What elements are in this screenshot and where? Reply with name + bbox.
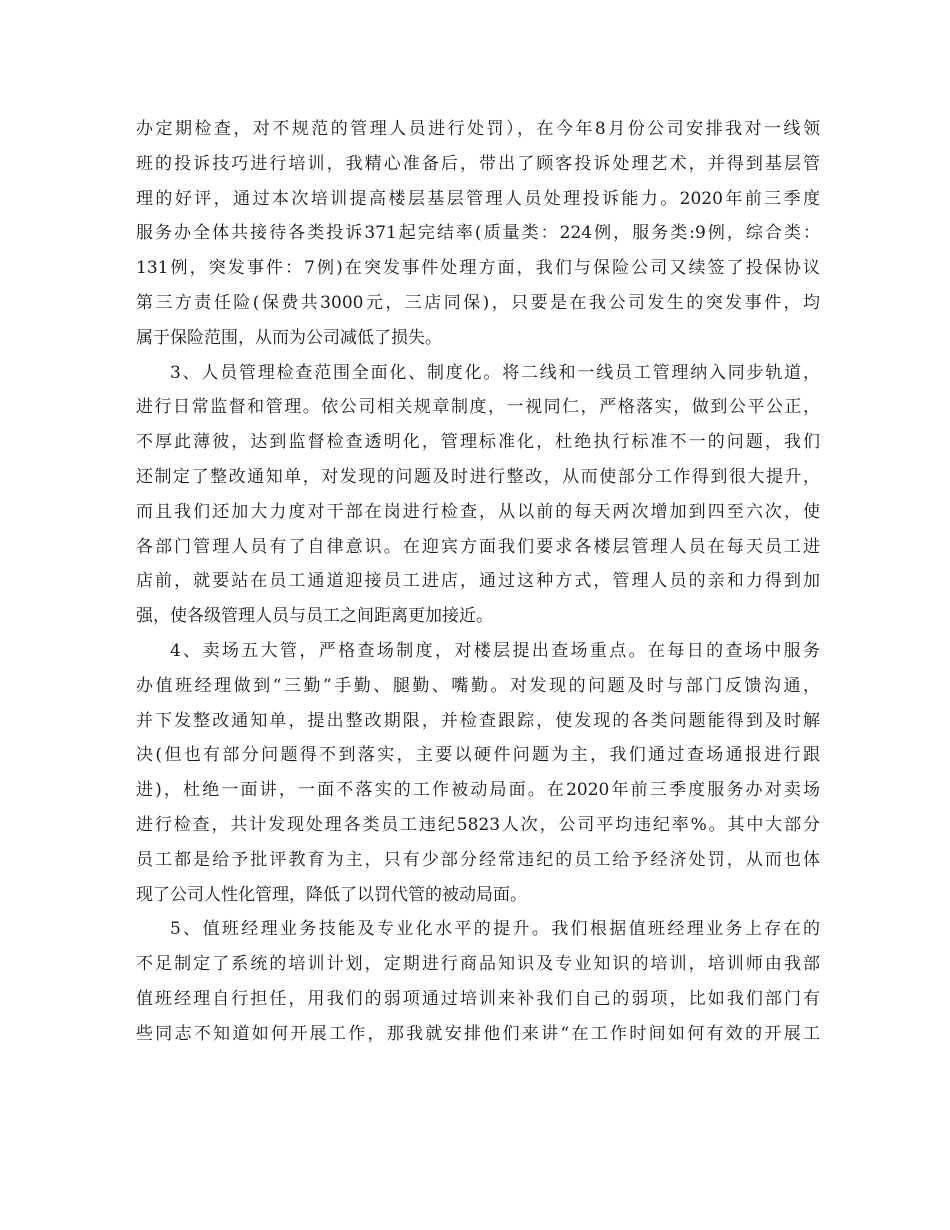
text-line: 3、人员管理检查范围全面化、制度化。将二线和一线员工管理纳入同步轨道， <box>170 362 820 383</box>
text-line: 店前，就要站在员工通道迎接员工进店，通过这种方式，管理人员的亲和力得到加 <box>136 571 820 592</box>
text-line: 强，使各级管理人员与员工之间距离更加接近。 <box>136 606 493 627</box>
text-line: 4、卖场五大管，严格查场制度，对楼层提出查场重点。在每日的查场中服务 <box>170 640 820 661</box>
text-line: 决(但也有部分问题得不到落实，主要以硬件问题为主，我们通过查场通报进行跟 <box>136 745 820 766</box>
text-line: 些同志不知道如何开展工作，那我就安排他们来讲“在工作时间如何有效的开展工 <box>136 1023 820 1044</box>
text-line: 还制定了整改通知单，对发现的问题及时进行整改，从而使部分工作得到很大提升， <box>136 466 820 487</box>
text-line: 班的投诉技巧进行培训，我精心准备后，带出了顾客投诉处理艺术，并得到基层管 <box>136 153 820 174</box>
text-line: 理的好评，通过本次培训提高楼层基层管理人员处理投诉能力。2020年前三季度 <box>136 188 820 209</box>
text-line: 现了公司人性化管理，降低了以罚代管的被动局面。 <box>136 884 527 905</box>
text-line: 而且我们还加大力度对干部在岗进行检查，从以前的每天两次增加到四至六次，使 <box>136 501 820 522</box>
body-text <box>136 112 820 1052</box>
text-line: 进)，杜绝一面讲，一面不落实的工作被动局面。在2020年前三季度服务办对卖场 <box>136 780 820 801</box>
text-line: 第三方责任险(保费共3000元，三店同保)，只要是在我公司发生的突发事件，均 <box>136 292 820 313</box>
text-line: 进行日常监督和管理。依公司相关规章制度，一视同仁，严格落实，做到公平公正， <box>136 397 820 418</box>
text-line: 131例，突发事件：7例)在突发事件处理方面，我们与保险公司又续签了投保协议 <box>136 258 820 279</box>
text-line: 值班经理自行担任，用我们的弱项通过培训来补我们自己的弱项，比如我们部门有 <box>136 988 820 1009</box>
text-line: 办值班经理做到“三勤”手勤、腿勤、嘴勤。对发现的问题及时与部门反馈沟通， <box>136 675 820 696</box>
text-line: 员工都是给予批评教育为主，只有少部分经常违纪的员工给予经济处罚，从而也体 <box>136 849 820 870</box>
text-line: 各部门管理人员有了自律意识。在迎宾方面我们要求各楼层管理人员在每天员工进 <box>136 536 820 557</box>
text-line: 服务办全体共接待各类投诉371起完结率(质量类：224例，服务类:9例，综合类： <box>136 223 820 244</box>
text-line: 办定期检查，对不规范的管理人员进行处罚），在今年8月份公司安排我对一线领 <box>136 119 820 139</box>
text-line: 并下发整改通知单，提出整改期限，并检查跟踪，使发现的各类问题能得到及时解 <box>136 710 820 731</box>
text-line: 不厚此薄彼，达到监督检查透明化，管理标准化，杜绝执行标准不一的问题，我们 <box>136 432 820 453</box>
text-line: 5、值班经理业务技能及专业化水平的提升。我们根据值班经理业务上存在的 <box>170 919 820 940</box>
text-line: 进行检查，共计发现处理各类员工违纪5823人次，公司平均违纪率%。其中大部分 <box>136 814 820 835</box>
text-line: 属于保险范围，从而为公司减低了损失。 <box>136 327 442 348</box>
text-line: 不足制定了系统的培训计划，定期进行商品知识及专业知识的培训，培训师由我部 <box>136 954 820 975</box>
